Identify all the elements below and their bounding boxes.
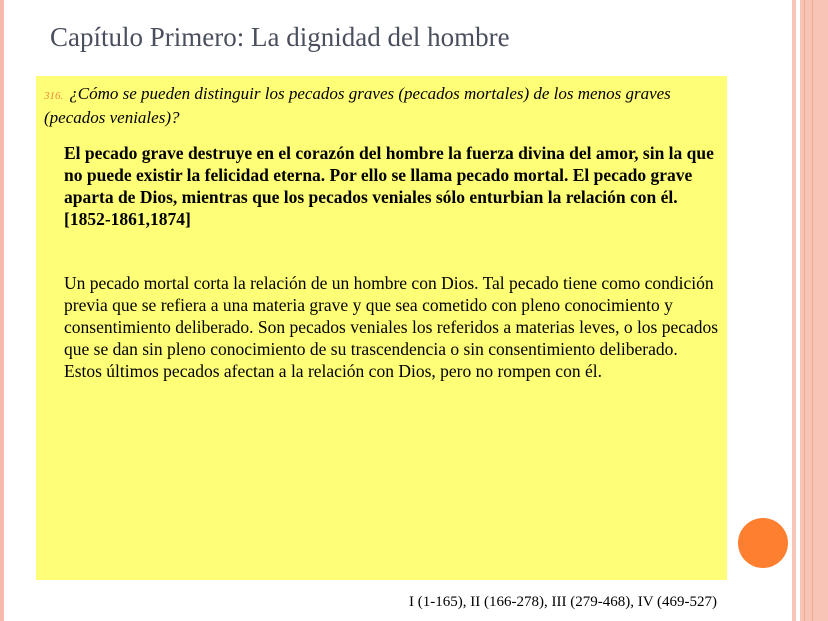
question-number: 316. bbox=[44, 90, 64, 102]
answer: El pecado grave destruye en el corazón del hombre la fuerza divina del amor, sin la que no puede existir la felicidad eterna. Por ello se llama pecado mortal. El pecado grave aparta de Dios, mientras que los pecados veniales sólo enturbian la relación con él. [1852-1861,1874] bbox=[64, 143, 714, 229]
slide-title: Capítulo Primero: La dignidad del hombre bbox=[50, 22, 510, 52]
left-border bbox=[0, 0, 4, 621]
footer-sections: I (1-165), II (166-278), III (279-468), IV (469-527) bbox=[409, 594, 717, 610]
right-stripe bbox=[792, 0, 796, 621]
question-text: ¿Cómo se pueden distinguir los pecados graves (pecados mortales) de los menos graves (pecados veniales)? bbox=[44, 84, 671, 127]
question bbox=[44, 83, 724, 128]
orange-circle-decoration bbox=[738, 518, 788, 568]
right-stripe-line bbox=[812, 0, 813, 621]
right-stripe-line bbox=[804, 0, 805, 621]
content-box bbox=[36, 76, 727, 580]
explanation: Un pecado mortal corta la relación de un hombre con Dios. Tal pecado tiene como condición previa que se refiera a una materia grave y que sea cometido con pleno conocimiento y consentimiento deliberado. Son pecados veniales los referidos a materias leves, o los pecados que se dan sin pleno conocimiento de su trascendencia o sin consentimiento deliberado. Estos últimos pecados afectan a la relación con Dios, pero no rompen con él. bbox=[64, 273, 719, 381]
